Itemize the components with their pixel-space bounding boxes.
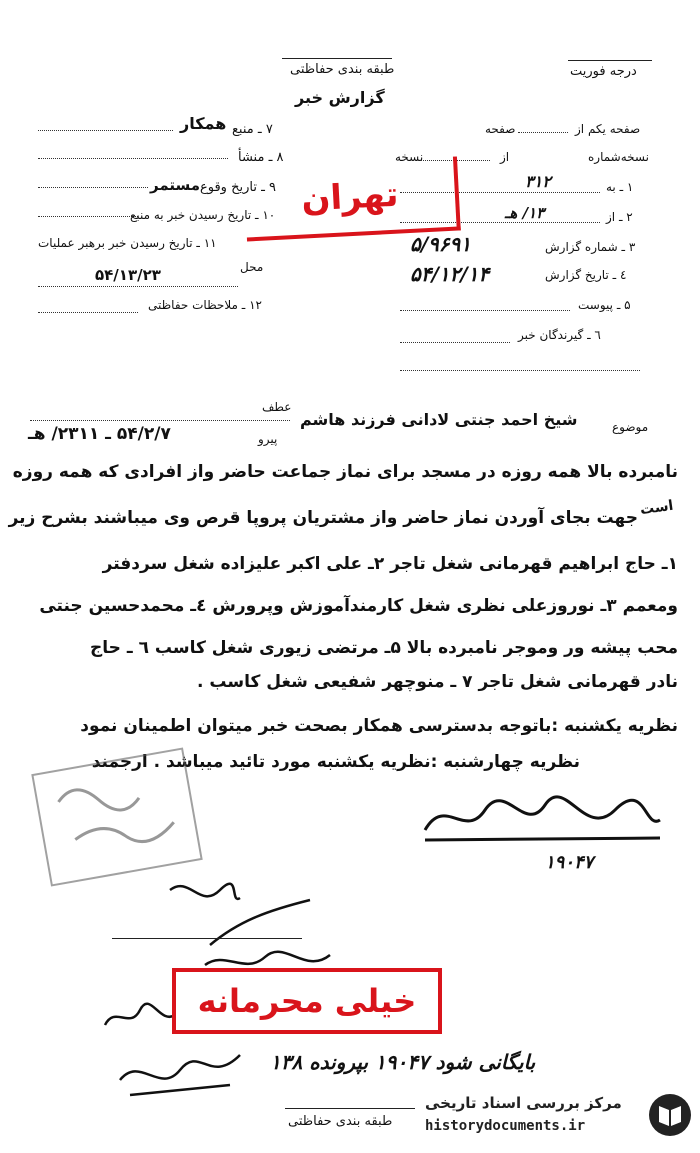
subject-text: شیخ احمد جنتی لادانی فرزند هاشم: [300, 410, 578, 429]
logo-book-icon: [647, 1092, 693, 1138]
origin-label: ۸ ـ منشأ: [238, 150, 284, 165]
faded-stamp-scribble-icon: [34, 750, 201, 884]
signature-scribble-icon: [415, 790, 665, 850]
stamp-tehran-text: تهران: [300, 174, 400, 220]
stamp-very-confidential-text: خیلی محرمانه: [197, 982, 417, 1020]
copy-suffix: نسخه: [395, 150, 424, 164]
ref-value: ۵۴/۲/۷ ـ ۲۳۱۱/ هـ: [28, 424, 171, 444]
recipients-label: ٦ ـ گیرندگان خبر: [518, 328, 601, 342]
report-title: گزارش خبر: [295, 88, 385, 107]
security-notes-label: ۱۲ ـ ملاحظات حفاظتی: [148, 298, 262, 312]
classification-bottom: طبقه بندی حفاظتی: [288, 1114, 393, 1129]
body-line-3: ۱ـ حاج ابراهیم قهرمانی شغل تاجر ۲ـ علی اکبر علیزاده شغل سردفتر: [102, 554, 678, 574]
source-value: همکار: [180, 114, 227, 133]
f11-dots: [38, 286, 238, 287]
opinion-line-2: نظریه چهارشنبه :نظریه یکشنبه مورد تائید میباشد . ارجمند: [91, 752, 580, 772]
report-number-label: ۳ ـ شماره گزارش: [545, 240, 636, 254]
footer-rule: [285, 1108, 415, 1109]
archive-logo: [425, 1092, 695, 1142]
body-line-1: نامبرده بالا همه روزه در مسجد برای نماز جماعت حاضر واز افرادی که همه روزه: [12, 462, 678, 482]
logo-url: historydocuments.ir: [425, 1118, 586, 1134]
copy-from: از: [500, 150, 510, 164]
opinion-line-1: نظریه یکشنبه :باتوجه بدسترسی همکار بصحت خبر میتوان اطمینان نمود: [80, 716, 678, 736]
subject-label: موضوع: [612, 420, 649, 434]
subject-above: عطف: [262, 400, 292, 414]
copy-label: نسخه‌شماره: [588, 150, 649, 164]
f10-dots: [38, 216, 138, 217]
classification-top: طبقه بندی حفاظتی: [290, 62, 395, 77]
f12-dots: [38, 312, 138, 313]
news-to-source-label: ۱۰ ـ تاریخ رسیدن خبر به منبع: [130, 208, 276, 222]
page-suffix: صفحه: [485, 122, 516, 136]
news-to-leader-label: ۱۱ ـ تاریخ رسیدن خبر برهبر عملیات: [38, 236, 217, 250]
logo-title: مرکز بررسی اسناد تاریخی: [425, 1094, 622, 1112]
faded-receipt-stamp: [31, 747, 202, 886]
attachment-dots: [400, 310, 570, 311]
place-label: محل: [240, 260, 264, 274]
occurrence-label: ۹ ـ تاریخ وقوع: [200, 180, 277, 195]
urgency-label: درجه فوریت: [570, 64, 637, 79]
body-margin-note: است: [639, 497, 675, 519]
signature-date: ۱۹۰۴۷: [545, 852, 594, 873]
page-label: صفحه یکم از: [575, 122, 641, 136]
bottom-scribble-icon: [110, 1040, 250, 1100]
f9-dots: [38, 187, 148, 188]
recipients-dots-2: [400, 370, 640, 371]
stamp-very-confidential: [172, 968, 442, 1034]
page-dots: [518, 132, 568, 133]
stamp-tehran: [243, 156, 461, 241]
body-line-4: ومعمم ۳ـ نوروزعلی نظری شغل کارمندآموزش وپرورش ٤ـ محمدحسین جنتی: [39, 596, 678, 616]
from-label: ۲ ـ از: [606, 210, 633, 224]
source-label: ۷ ـ منبع: [232, 122, 273, 137]
occurrence-value: مستمر: [150, 176, 201, 194]
f7-dots: [38, 130, 173, 131]
from-value: ۱۳/ هـ: [505, 204, 545, 222]
report-date-label: ٤ ـ تاریخ گزارش: [545, 268, 627, 282]
body-line-6: نادر قهرمانی شغل تاجر ۷ ـ منوچهر شفیعی شغل کاسب .: [197, 672, 678, 692]
body-line-2: جهت بجای آوردن نماز حاضر واز مشتریان پروپا قرص وی میباشند بشرح زیر: [8, 508, 638, 528]
archive-note: بایگانی شود ۱۹۰۴۷ بپرونده ۱۳۸: [270, 1050, 536, 1074]
attachment-label: ۵ ـ پیوست: [578, 298, 631, 312]
to-label: ۱ ـ به: [606, 180, 634, 194]
urgency-rule: [568, 60, 652, 61]
f8-dots: [38, 158, 228, 159]
report-date-value: ۵۴/۱۲/۱۴: [410, 262, 490, 286]
body-line-5: محب پیشه ور وموجر نامبرده بالا ۵ـ مرتضی زیوری شغل کاسب ٦ ـ حاج: [90, 638, 678, 658]
subject-dots: [30, 420, 290, 421]
report-number-value: ۵/۹۶۹۱: [410, 232, 472, 256]
header-rule: [282, 58, 392, 59]
recipients-dots: [400, 342, 510, 343]
ref-label: پیرو: [258, 432, 278, 446]
news-to-leader-value: ۵۴/۱۳/۲۳: [95, 266, 161, 284]
sig-rule: [112, 938, 302, 939]
to-value: ۳۱۲: [525, 172, 551, 191]
